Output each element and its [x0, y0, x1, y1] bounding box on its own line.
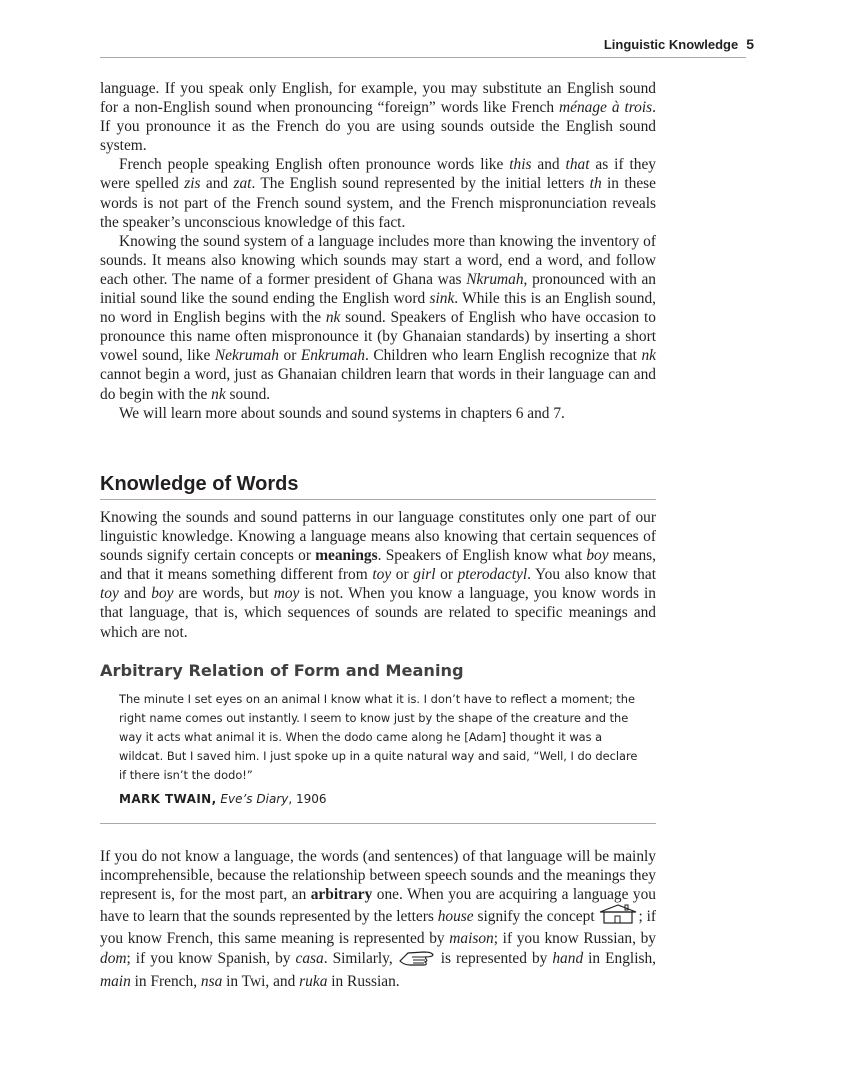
paragraph: Knowing the sound system of a language includes more than knowing the inventory of sounds. It means also knowing which sounds may start a word, end a word, and follow each other. The name of a former president of Ghana was Nkrumah, pronounced with an initial sound like the sound ending the English word sink. While this is an English sound, no word in English begins with the nk sound. Speakers of English who have occasion to pronounce this name often mispronounce it (by Ghanaian standards) by inserting a short vowel sound, like Nekrumah or Enkrumah. Children who learn English recognize that nk cannot begin a word, just as Ghanaian children learn that words in their language can and do begin with the nk sound.	[100, 232, 656, 403]
running-head	[604, 36, 754, 52]
house-icon	[598, 904, 638, 929]
quote-year: , 1906	[288, 792, 327, 806]
quote-attribution	[119, 792, 327, 806]
arbitrary-text	[100, 847, 656, 991]
paragraph: Knowing the sounds and sound patterns in our language constitutes only one part of our linguistic knowledge. Knowing a language means also knowing that certain sequences of sounds signify certain concepts or meanings. Speakers of English know what boy means, and that it means something different from toy or girl or pterodactyl. You also know that toy and boy are words, but moy is not. When you know a language, you know words in that language, that is, which sequences of sounds are related to specific meanings and which are not.	[100, 509, 657, 641]
quote-text: The minute I set eyes on an animal I know what it is. I don’t have to reflect a moment; the right name comes out instantly. I seem to know just by the shape of the creature and the way it acts what animal it is. When the dodo came along he [Adam] thought it was a wildcat. But I saved him. I just spoke up in a quite natural way and said, “Well, I do declare if there isn’t the dodo!”	[119, 692, 638, 782]
page-number: 5	[746, 36, 754, 52]
section-heading: Knowledge of Words	[100, 473, 656, 500]
running-title: Linguistic Knowledge	[603, 37, 739, 52]
paragraph: We will learn more about sounds and sound systems in chapters 6 and 7.	[119, 404, 565, 422]
epigraph-quote	[119, 690, 641, 785]
intro-text	[100, 79, 656, 423]
pointing-hand-icon	[398, 948, 436, 971]
paragraph: French people speaking English often pronounce words like this and that as if they were spelled zis and zat. The English sound represented by the initial letters th in these words is not part of the French sound system, and the French mispronunciation reveals the speaker’s unconscious knowledge of this fact.	[100, 156, 657, 231]
section-text	[100, 508, 656, 642]
quote-work: Eve’s Diary	[220, 792, 289, 806]
subsection-heading: Arbitrary Relation of Form and Meaning	[100, 661, 464, 680]
paragraph: If you do not know a language, the words (and sentences) of that language will be mainly incomprehensible, because the relationship between speech sounds and the meanings they represent is, for the most part, an arbitrary one. When you are acquiring a language you have to learn that the sounds represented by the letters house signify the concept ; if you know French, this same meaning is represented by maison; if you know Russian, by dom; if you know Spanish, by casa. Similarly, is represented by hand in English, main in French, nsa in Twi, and ruka in Russian.	[100, 848, 657, 990]
quote-author: MARK TWAIN,	[119, 792, 217, 806]
quote-rule	[100, 823, 656, 824]
header-rule	[100, 57, 746, 58]
paragraph: language. If you speak only English, for example, you may substitute an English sound for a non-English sound when pronouncing “foreign” words like French ménage à trois. If you pronounce it as the French do you are using sounds outside the English sound system.	[100, 80, 656, 155]
